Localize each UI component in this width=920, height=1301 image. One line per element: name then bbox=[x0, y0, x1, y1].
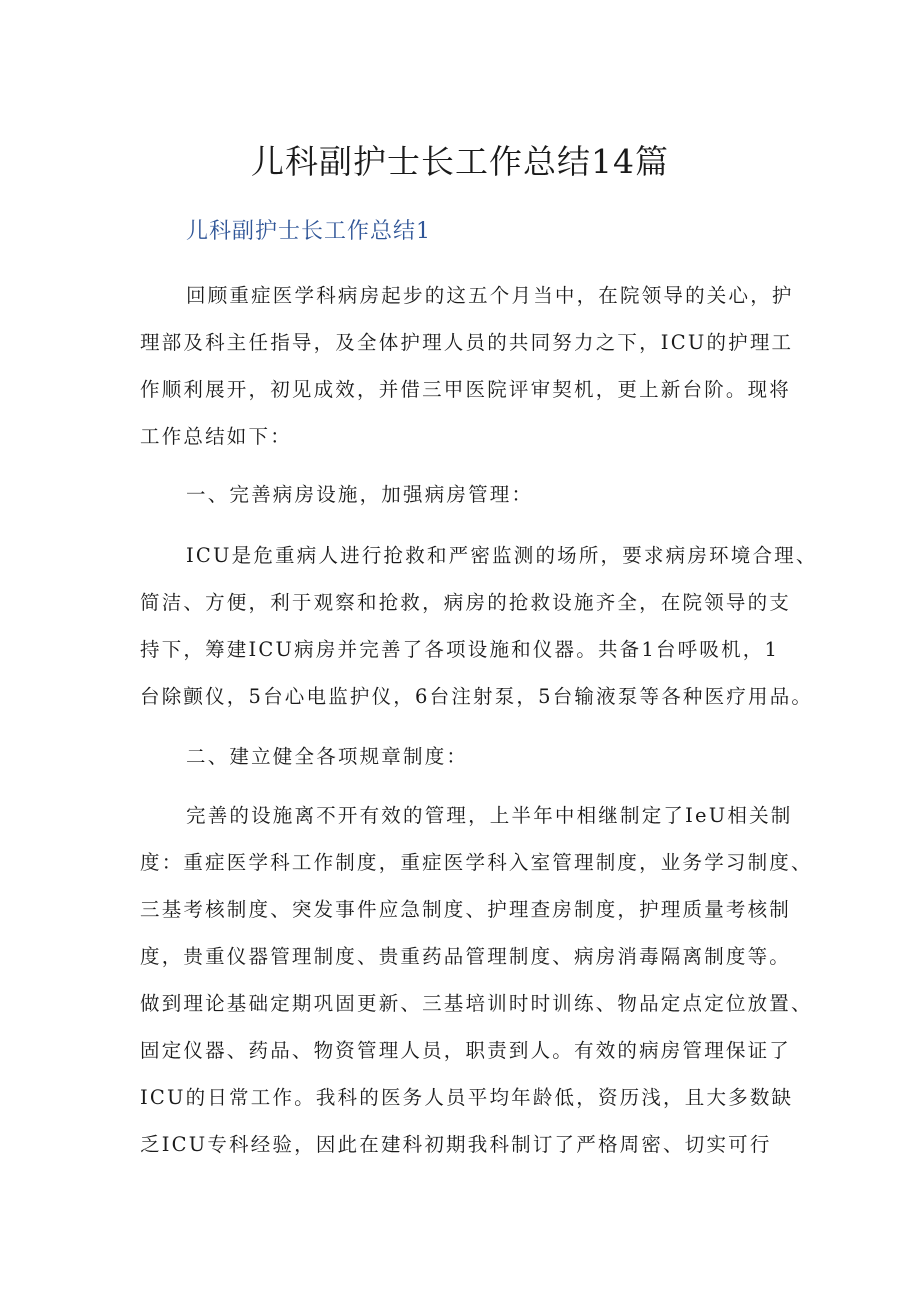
paragraph-line: 理部及科主任指导，及全体护理人员的共同努力之下，ICU的护理工 bbox=[140, 331, 794, 354]
subheading-regulations bbox=[140, 733, 790, 780]
paragraph-line: 简洁、方便，利于观察和抢救，病房的抢救设施齐全，在院领导的支 bbox=[140, 591, 792, 614]
paragraph-line: 做到理论基础定期巩固更新、三基培训时时训练、物品定点定位放置、 bbox=[140, 992, 813, 1015]
paragraph-line: 持下，筹建ICU病房并完善了各项设施和仪器。共备1台呼吸机，1 bbox=[140, 638, 780, 661]
paragraph-line: 固定仪器、药品、物资管理人员，职责到人。有效的病房管理保证了 bbox=[140, 1039, 792, 1062]
document-title: 儿科副护士长工作总结14篇 bbox=[251, 142, 669, 181]
paragraph-line: 作顺利展开，初见成效，并借三甲医院评审契机，更上新台阶。现将 bbox=[140, 378, 792, 401]
paragraph-line: ICU的日常工作。我科的医务人员平均年龄低，资历浅，且大多数缺 bbox=[140, 1086, 794, 1109]
paragraph-line: 回顾重症医学科病房起步的这五个月当中，在院领导的关心，护 bbox=[186, 284, 794, 307]
subheading-text: 一、完善病房设施，加强病房管理： bbox=[186, 483, 534, 506]
paragraph-line: 工作总结如下： bbox=[140, 425, 292, 448]
paragraph-line: 度：重症医学科工作制度，重症医学科入室管理制度，业务学习制度、 bbox=[140, 851, 813, 874]
paragraph-line: 度，贵重仪器管理制度、贵重药品管理制度、病房消毒隔离制度等。 bbox=[140, 945, 792, 968]
paragraph-line: 三基考核制度、突发事件应急制度、护理查房制度，护理质量考核制 bbox=[140, 898, 792, 921]
section-heading: 儿科副护士长工作总结1 bbox=[186, 219, 431, 244]
paragraph-line: 乏ICU专科经验，因此在建科初期我科制订了严格周密、切实可行 bbox=[140, 1133, 772, 1156]
paragraph-intro bbox=[140, 272, 794, 460]
paragraph-icu-facilities bbox=[140, 532, 818, 720]
paragraph-line: 台除颤仪，5台心电监护仪，6台注射泵，5台输液泵等各种医疗用品。 bbox=[140, 685, 814, 708]
paragraph-regulations bbox=[140, 792, 813, 1168]
paragraph-line: 完善的设施离不开有效的管理，上半年中相继制定了IeU相关制 bbox=[186, 804, 793, 827]
paragraph-line: ICU是危重病人进行抢救和严密监测的场所，要求病房环境合理、 bbox=[186, 544, 818, 567]
subheading-text: 二、建立健全各项规章制度： bbox=[186, 745, 469, 768]
subheading-facilities bbox=[140, 471, 790, 518]
